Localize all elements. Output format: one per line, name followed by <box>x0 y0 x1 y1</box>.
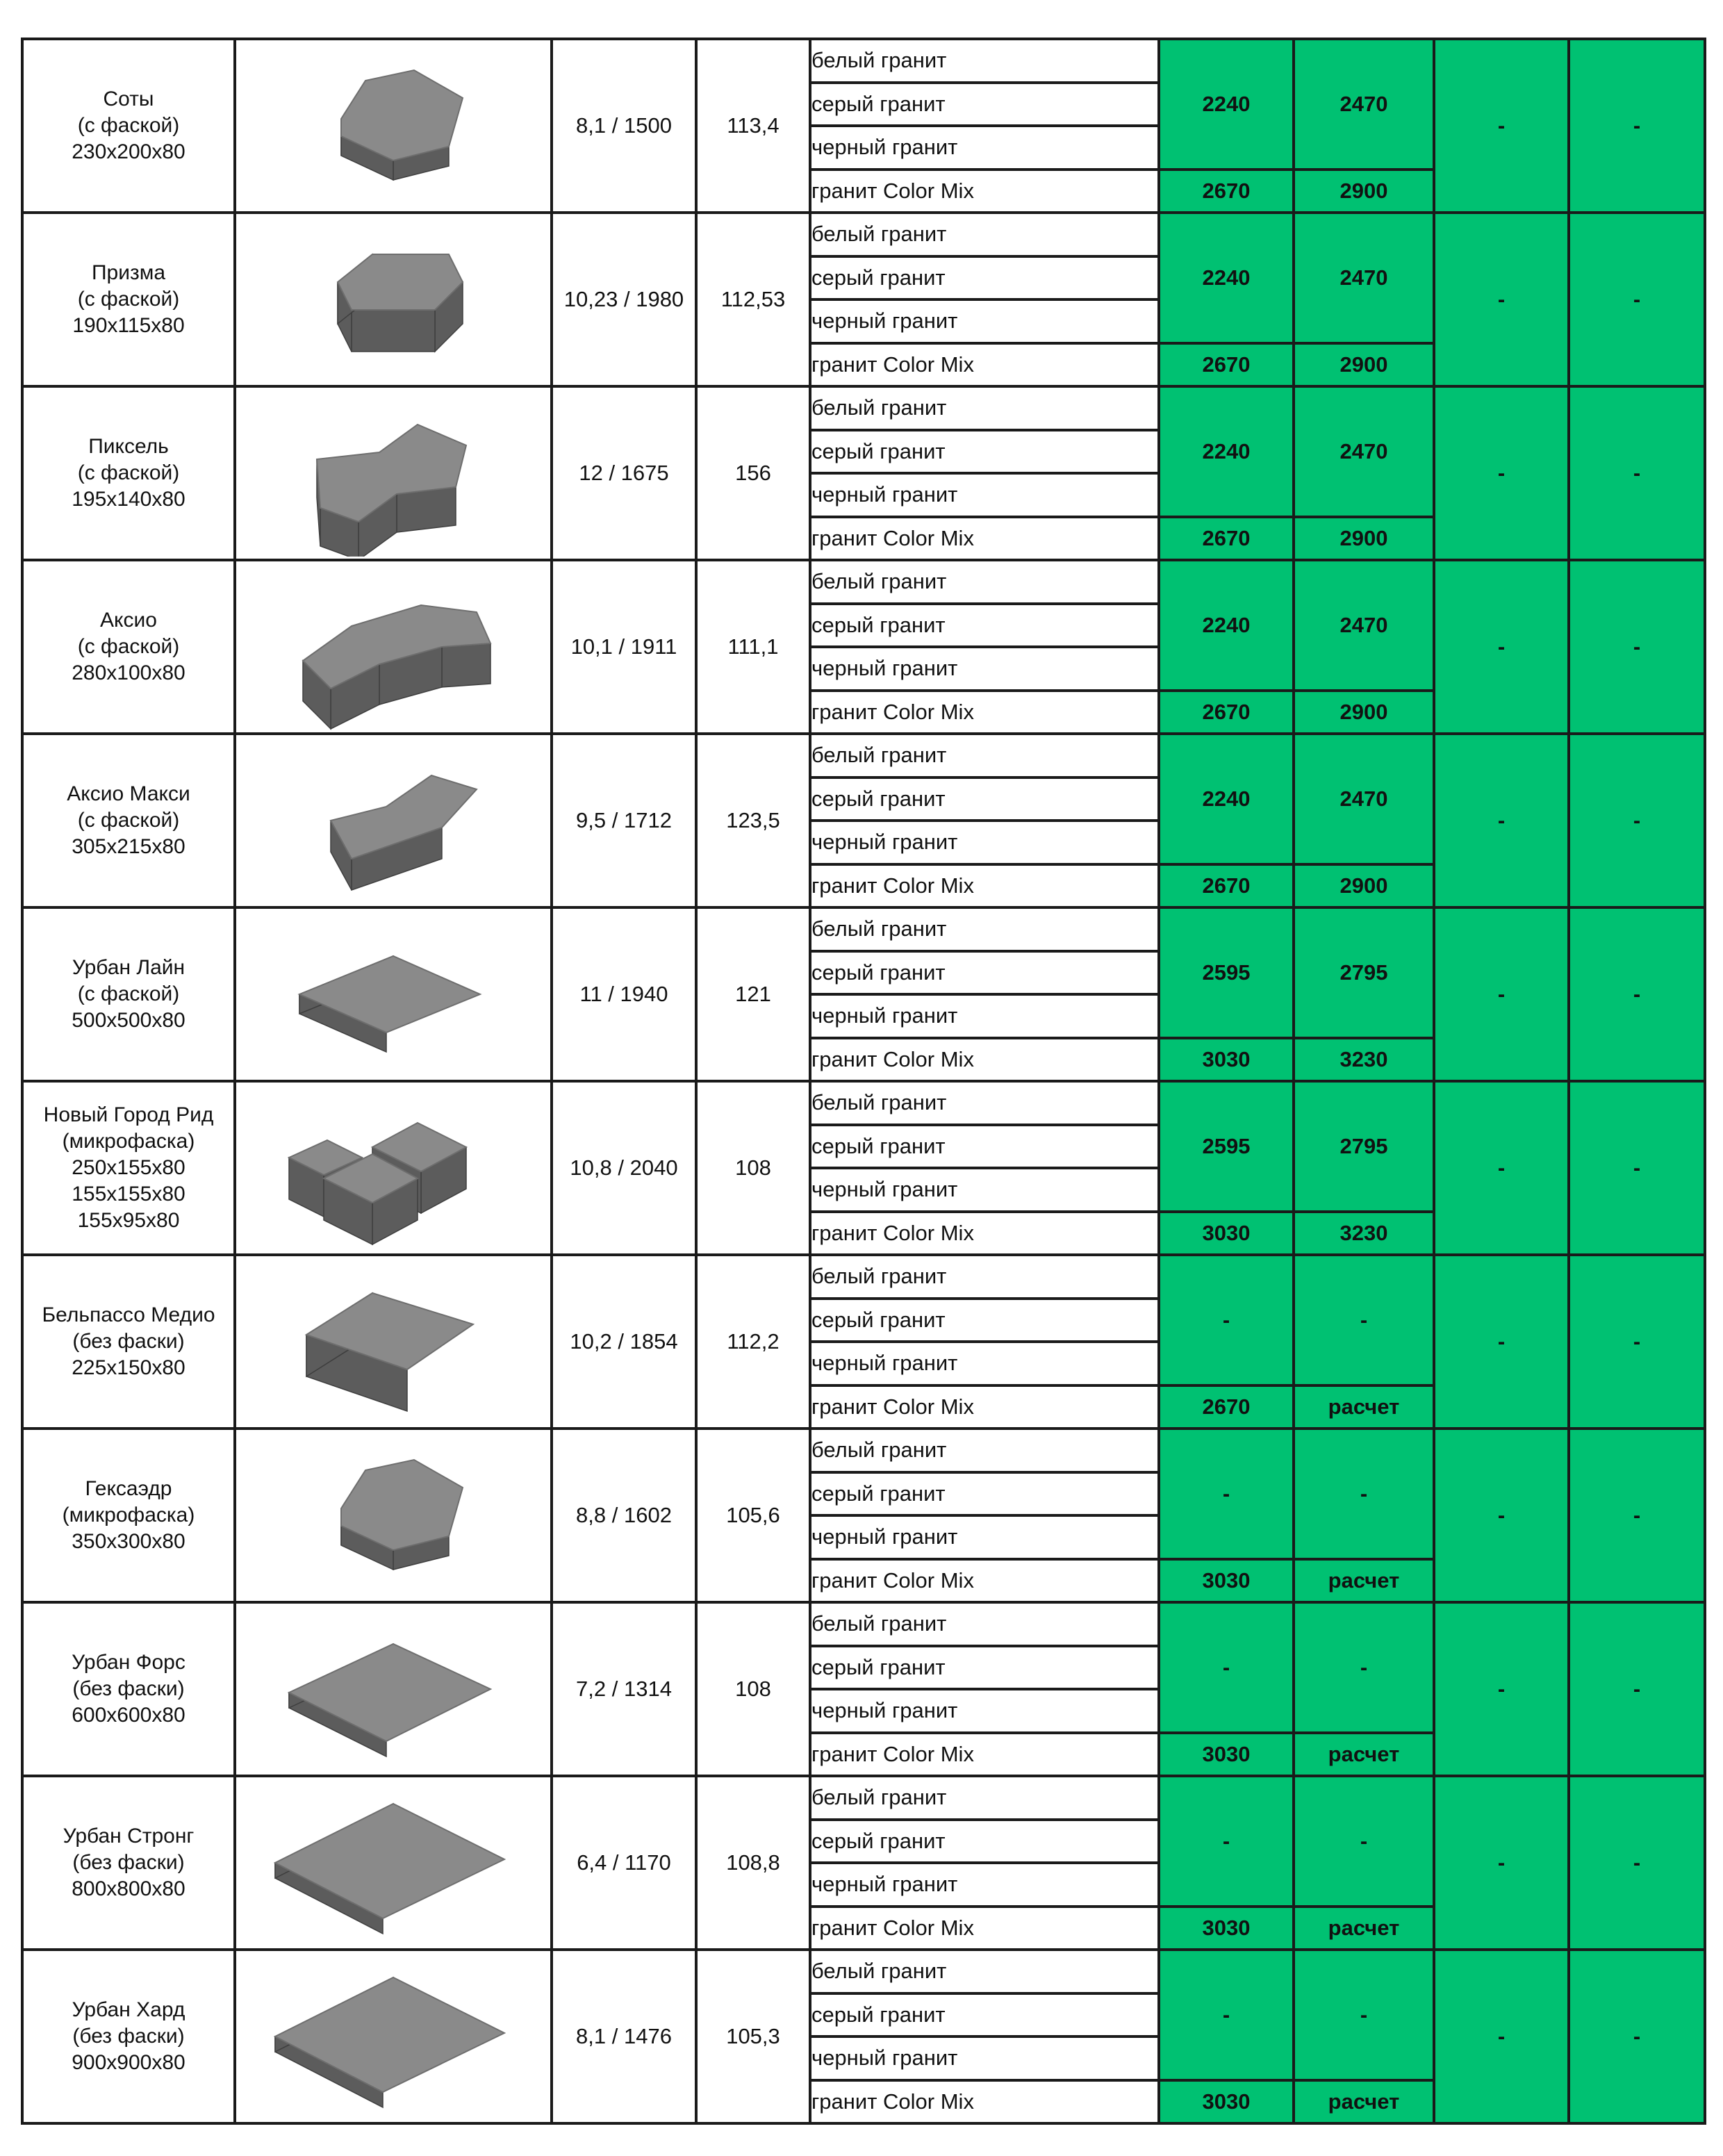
price-b: 2470 <box>1294 560 1434 691</box>
finish-label: белый гранит <box>810 1602 1159 1646</box>
product-name-line: 900x900x80 <box>72 2051 186 2074</box>
quantity-value: 7,2 / 1314 <box>552 1602 696 1776</box>
product-name <box>22 907 235 1081</box>
weight-value: 108,8 <box>696 1776 810 1950</box>
finish-label: черный гранит <box>810 126 1159 170</box>
finish-label: черный гранит <box>810 299 1159 343</box>
mix-price-a: 2670 <box>1159 691 1294 734</box>
paver-tile-image <box>268 1085 518 1251</box>
weight-value: 105,3 <box>696 1950 810 2123</box>
finish-label: черный гранит <box>810 473 1159 517</box>
finish-label: гранит Color Mix <box>810 1559 1159 1603</box>
price-b: - <box>1294 1776 1434 1907</box>
extra-price-1: - <box>1434 560 1569 734</box>
extra-price-2: - <box>1569 1776 1705 1950</box>
product-name-line: Призма <box>91 261 166 284</box>
product-name-line: Аксио Макси <box>67 782 190 805</box>
mix-price-b: расчет <box>1294 2080 1434 2124</box>
finish-label: белый гранит <box>810 560 1159 604</box>
product-name-line: Урбан Лайн <box>72 956 186 979</box>
finish-label: серый гранит <box>810 256 1159 300</box>
product-image <box>235 1776 552 1950</box>
finish-label: серый гранит <box>810 1993 1159 2037</box>
finish-label: белый гранит <box>810 1429 1159 1472</box>
mix-price-a: 3030 <box>1159 1559 1294 1603</box>
product-name-line: Гексаэдр <box>85 1477 172 1500</box>
price-table <box>21 38 1706 2125</box>
extra-price-2: - <box>1569 907 1705 1081</box>
mix-price-a: 2670 <box>1159 170 1294 213</box>
product-name <box>22 1602 235 1776</box>
mix-price-b: 3230 <box>1294 1212 1434 1256</box>
extra-price-1: - <box>1434 1429 1569 1602</box>
mix-price-b: 2900 <box>1294 170 1434 213</box>
quantity-value: 10,23 / 1980 <box>552 213 696 386</box>
product-name-line: Соты <box>103 88 154 110</box>
product-name-line: 500x500x80 <box>72 1009 186 1032</box>
extra-price-2: - <box>1569 734 1705 907</box>
paver-tile-image <box>268 1953 518 2120</box>
product-image <box>235 213 552 386</box>
product-name-line: 350x300x80 <box>72 1530 186 1553</box>
product-name-line: Новый Город Рид <box>43 1103 214 1126</box>
mix-price-b: расчет <box>1294 1907 1434 1950</box>
finish-label: черный гранит <box>810 1342 1159 1385</box>
product-name <box>22 1776 235 1950</box>
product-image <box>235 1081 552 1255</box>
price-a: 2240 <box>1159 39 1294 170</box>
weight-value: 112,2 <box>696 1255 810 1429</box>
finish-label: черный гранит <box>810 1863 1159 1907</box>
extra-price-1: - <box>1434 907 1569 1081</box>
product-name-line: 250x155x80 <box>72 1156 186 1179</box>
product-name-line: 190x115x80 <box>72 314 185 337</box>
mix-price-b: 3230 <box>1294 1038 1434 1082</box>
price-a: - <box>1159 1602 1294 1733</box>
finish-label: гранит Color Mix <box>810 1038 1159 1082</box>
mix-price-a: 2670 <box>1159 517 1294 561</box>
product-name <box>22 213 235 386</box>
extra-price-1: - <box>1434 1081 1569 1255</box>
finish-label: гранит Color Mix <box>810 517 1159 561</box>
finish-label: белый гранит <box>810 213 1159 256</box>
finish-label: черный гранит <box>810 1168 1159 1212</box>
product-name-line: Аксио <box>100 609 157 632</box>
quantity-value: 6,4 / 1170 <box>552 1776 696 1950</box>
product-image <box>235 734 552 907</box>
price-a: - <box>1159 1429 1294 1559</box>
product-name-line: (микрофаска) <box>62 1130 195 1153</box>
price-a: 2240 <box>1159 386 1294 517</box>
paver-tile-image <box>268 390 518 557</box>
finish-label: серый гранит <box>810 951 1159 995</box>
price-a: 2595 <box>1159 1081 1294 1212</box>
table-row <box>22 213 1705 256</box>
weight-value: 111,1 <box>696 560 810 734</box>
paver-tile-image <box>268 563 518 730</box>
extra-price-1: - <box>1434 1255 1569 1429</box>
weight-value: 105,6 <box>696 1429 810 1602</box>
extra-price-1: - <box>1434 1776 1569 1950</box>
finish-label: белый гранит <box>810 1081 1159 1125</box>
product-image <box>235 907 552 1081</box>
quantity-value: 9,5 / 1712 <box>552 734 696 907</box>
mix-price-a: 3030 <box>1159 1907 1294 1950</box>
table-row <box>22 560 1705 604</box>
extra-price-1: - <box>1434 1602 1569 1776</box>
finish-label: гранит Color Mix <box>810 1907 1159 1950</box>
table-row <box>22 734 1705 777</box>
finish-label: серый гранит <box>810 1820 1159 1863</box>
price-b: - <box>1294 1429 1434 1559</box>
quantity-value: 10,1 / 1911 <box>552 560 696 734</box>
finish-label: гранит Color Mix <box>810 170 1159 213</box>
product-name-line: Бельпассо Медио <box>42 1303 215 1326</box>
product-name-line: (с фаской) <box>77 635 180 658</box>
product-name-line: 600x600x80 <box>72 1704 186 1727</box>
price-b: 2470 <box>1294 39 1434 170</box>
product-name-line: Пиксель <box>88 435 169 458</box>
paver-tile-image <box>268 911 518 1078</box>
price-b: - <box>1294 1950 1434 2080</box>
price-b: 2795 <box>1294 907 1434 1038</box>
paver-tile-image <box>268 1432 518 1599</box>
product-name <box>22 39 235 213</box>
extra-price-2: - <box>1569 560 1705 734</box>
product-name <box>22 1429 235 1602</box>
price-b: 2470 <box>1294 386 1434 517</box>
mix-price-a: 2670 <box>1159 1385 1294 1429</box>
product-image <box>235 1950 552 2123</box>
price-a: - <box>1159 1255 1294 1385</box>
mix-price-b: расчет <box>1294 1559 1434 1603</box>
quantity-value: 8,1 / 1476 <box>552 1950 696 2123</box>
extra-price-1: - <box>1434 39 1569 213</box>
product-name-line: 195x140x80 <box>72 488 186 511</box>
finish-label: серый гранит <box>810 777 1159 821</box>
product-image <box>235 1429 552 1602</box>
price-a: - <box>1159 1950 1294 2080</box>
extra-price-2: - <box>1569 1602 1705 1776</box>
finish-label: черный гранит <box>810 1689 1159 1733</box>
product-name-line: Урбан Стронг <box>63 1825 195 1848</box>
table-row <box>22 1776 1705 1820</box>
quantity-value: 12 / 1675 <box>552 386 696 560</box>
paver-tile-image <box>268 737 518 904</box>
mix-price-a: 3030 <box>1159 1733 1294 1777</box>
product-image <box>235 1255 552 1429</box>
product-name-line: Урбан Хард <box>72 1998 186 2021</box>
quantity-value: 10,8 / 2040 <box>552 1081 696 1255</box>
table-row <box>22 1950 1705 1993</box>
table-row <box>22 1081 1705 1125</box>
product-name-line: 155x155x80 <box>72 1183 186 1205</box>
mix-price-b: 2900 <box>1294 517 1434 561</box>
paver-tile-image <box>268 1606 518 1772</box>
extra-price-2: - <box>1569 39 1705 213</box>
mix-price-a: 3030 <box>1159 1038 1294 1082</box>
paver-tile-image <box>268 42 518 209</box>
product-name <box>22 1255 235 1429</box>
mix-price-b: 2900 <box>1294 691 1434 734</box>
product-name-line: 230x200x80 <box>72 140 186 163</box>
paver-tile-image <box>268 216 518 383</box>
product-name <box>22 1950 235 2123</box>
weight-value: 123,5 <box>696 734 810 907</box>
table-row <box>22 386 1705 430</box>
finish-label: гранит Color Mix <box>810 2080 1159 2124</box>
extra-price-2: - <box>1569 1081 1705 1255</box>
product-name <box>22 734 235 907</box>
table-row <box>22 1255 1705 1299</box>
product-name <box>22 1081 235 1255</box>
extra-price-2: - <box>1569 1429 1705 1602</box>
product-name-line: (с фаской) <box>77 114 180 137</box>
product-image <box>235 386 552 560</box>
product-name-line: (с фаской) <box>77 809 180 832</box>
table-row <box>22 1429 1705 1472</box>
product-name-line: 155x95x80 <box>77 1209 180 1232</box>
price-a: 2240 <box>1159 734 1294 864</box>
extra-price-1: - <box>1434 386 1569 560</box>
finish-label: черный гранит <box>810 994 1159 1038</box>
mix-price-b: 2900 <box>1294 343 1434 387</box>
finish-label: серый гранит <box>810 1125 1159 1169</box>
paver-tile-image <box>268 1779 518 1946</box>
product-name-line: (микрофаска) <box>62 1504 195 1527</box>
weight-value: 112,53 <box>696 213 810 386</box>
product-name <box>22 560 235 734</box>
finish-label: черный гранит <box>810 647 1159 691</box>
mix-price-b: расчет <box>1294 1385 1434 1429</box>
mix-price-a: 2670 <box>1159 864 1294 908</box>
weight-value: 121 <box>696 907 810 1081</box>
product-name <box>22 386 235 560</box>
table-row <box>22 39 1705 83</box>
weight-value: 108 <box>696 1081 810 1255</box>
finish-label: черный гранит <box>810 821 1159 864</box>
finish-label: гранит Color Mix <box>810 691 1159 734</box>
mix-price-a: 2670 <box>1159 343 1294 387</box>
product-name-line: (без фаски) <box>72 1677 185 1700</box>
product-name-line: 280x100x80 <box>72 661 186 684</box>
product-name-line: (без фаски) <box>72 1330 185 1353</box>
paver-tile-image <box>268 1258 518 1425</box>
price-a: 2240 <box>1159 560 1294 691</box>
finish-label: серый гранит <box>810 1646 1159 1690</box>
extra-price-1: - <box>1434 213 1569 386</box>
finish-label: серый гранит <box>810 430 1159 474</box>
product-image <box>235 560 552 734</box>
finish-label: серый гранит <box>810 83 1159 126</box>
mix-price-b: 2900 <box>1294 864 1434 908</box>
extra-price-2: - <box>1569 213 1705 386</box>
finish-label: серый гранит <box>810 604 1159 648</box>
finish-label: белый гранит <box>810 734 1159 777</box>
mix-price-a: 3030 <box>1159 1212 1294 1256</box>
weight-value: 113,4 <box>696 39 810 213</box>
finish-label: гранит Color Mix <box>810 1733 1159 1777</box>
finish-label: гранит Color Mix <box>810 1385 1159 1429</box>
finish-label: серый гранит <box>810 1299 1159 1342</box>
product-name-line: 305x215x80 <box>72 835 186 858</box>
finish-label: черный гранит <box>810 2036 1159 2080</box>
mix-price-b: расчет <box>1294 1733 1434 1777</box>
price-b: - <box>1294 1255 1434 1385</box>
extra-price-1: - <box>1434 734 1569 907</box>
finish-label: белый гранит <box>810 1255 1159 1299</box>
price-b: 2795 <box>1294 1081 1434 1212</box>
quantity-value: 10,2 / 1854 <box>552 1255 696 1429</box>
product-name-line: (без фаски) <box>72 2025 185 2048</box>
weight-value: 108 <box>696 1602 810 1776</box>
finish-label: гранит Color Mix <box>810 1212 1159 1256</box>
product-name-line: (без фаски) <box>72 1851 185 1874</box>
product-image <box>235 39 552 213</box>
product-name-line: (с фаской) <box>77 288 180 311</box>
finish-label: белый гранит <box>810 1950 1159 1993</box>
extra-price-2: - <box>1569 1255 1705 1429</box>
finish-label: белый гранит <box>810 1776 1159 1820</box>
extra-price-1: - <box>1434 1950 1569 2123</box>
price-b: 2470 <box>1294 734 1434 864</box>
finish-label: серый гранит <box>810 1472 1159 1516</box>
quantity-value: 8,8 / 1602 <box>552 1429 696 1602</box>
weight-value: 156 <box>696 386 810 560</box>
quantity-value: 8,1 / 1500 <box>552 39 696 213</box>
extra-price-2: - <box>1569 386 1705 560</box>
price-a: - <box>1159 1776 1294 1907</box>
price-a: 2240 <box>1159 213 1294 343</box>
product-image <box>235 1602 552 1776</box>
price-a: 2595 <box>1159 907 1294 1038</box>
product-name-line: (с фаской) <box>77 461 180 484</box>
product-name-line: 800x800x80 <box>72 1877 186 1900</box>
price-b: 2470 <box>1294 213 1434 343</box>
finish-label: белый гранит <box>810 386 1159 430</box>
price-b: - <box>1294 1602 1434 1733</box>
product-name-line: (с фаской) <box>77 982 180 1005</box>
table-row <box>22 1602 1705 1646</box>
finish-label: черный гранит <box>810 1515 1159 1559</box>
mix-price-a: 3030 <box>1159 2080 1294 2124</box>
quantity-value: 11 / 1940 <box>552 907 696 1081</box>
finish-label: белый гранит <box>810 907 1159 951</box>
finish-label: гранит Color Mix <box>810 864 1159 908</box>
product-name-line: Урбан Форс <box>72 1651 186 1674</box>
finish-label: белый гранит <box>810 39 1159 83</box>
finish-label: гранит Color Mix <box>810 343 1159 387</box>
table-row <box>22 907 1705 951</box>
extra-price-2: - <box>1569 1950 1705 2123</box>
product-name-line: 225x150x80 <box>72 1356 186 1379</box>
